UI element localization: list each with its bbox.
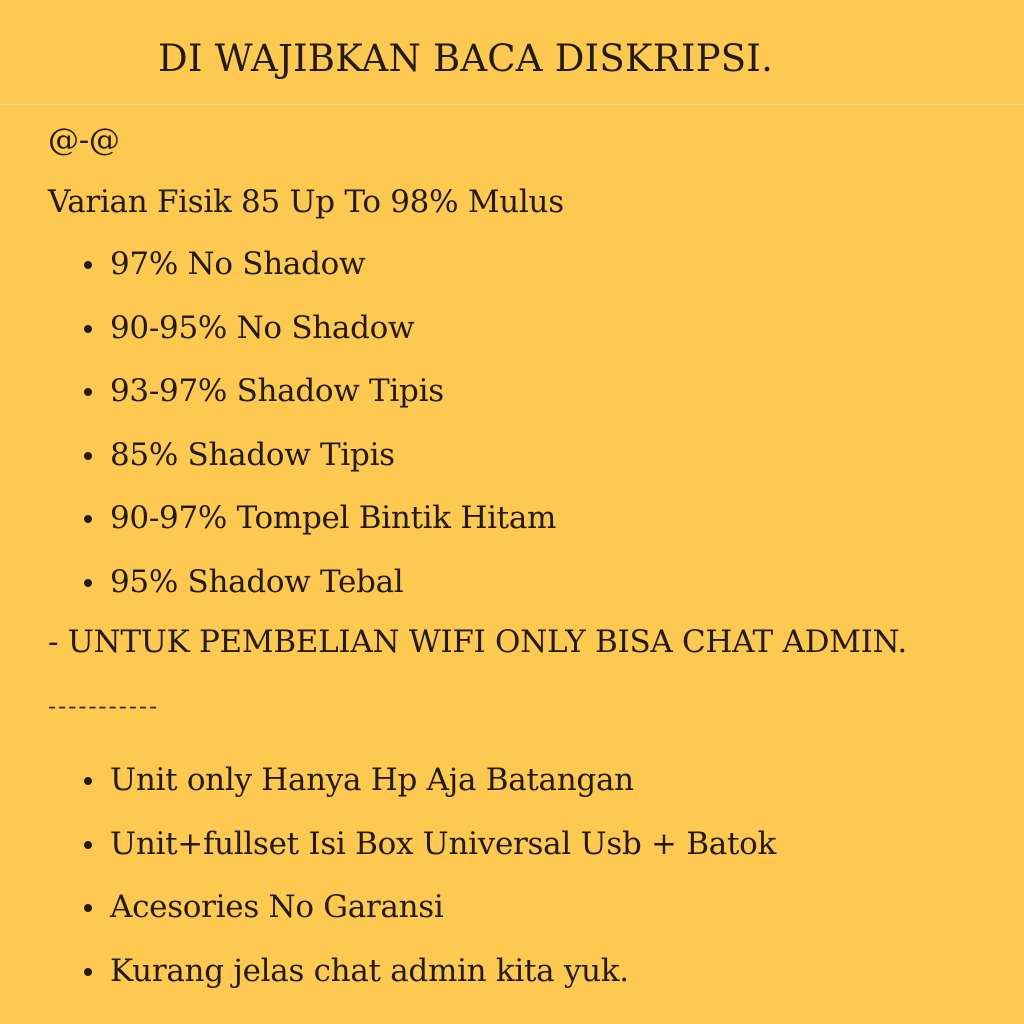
list-item-label: Unit+fullset Isi Box Universal Usb + Batok [110,825,776,862]
list-item-label: 90-95% No Shadow [110,309,415,346]
list-item [48,951,1008,991]
bullet-icon [84,841,92,849]
list-item-label: 97% No Shadow [110,246,366,282]
list-item [48,308,1008,348]
list-item-label: 93-97% Shadow Tipis [110,373,444,409]
wifi-only-notice: - UNTUK PEMBELIAN WIFI ONLY BISA CHAT ADMIN. [48,624,907,660]
bullet-icon [84,325,92,333]
bullet-icon [84,968,92,976]
list-item [48,760,1008,800]
variant-list [48,244,1008,602]
list-item [48,244,1008,284]
list-item-label: Acesories No Garansi [110,889,444,925]
header [0,0,1024,105]
list-item-label: 95% Shadow Tebal [110,563,404,600]
dashed-divider: ----------- [48,692,160,720]
list-item-label: 85% Shadow Tipis [110,436,395,473]
description-body [48,120,1008,1014]
bullet-icon [84,777,92,785]
bullet-icon [84,388,92,396]
bullet-icon [84,261,92,269]
bullet-icon [84,452,92,460]
list-item [48,824,1008,864]
list-item [48,435,1008,475]
bullet-icon [84,579,92,587]
bullet-icon [84,904,92,912]
list-item [48,371,1008,411]
page-title: DI WAJIBKAN BACA DISKRIPSI. [158,37,774,80]
list-item-label: Kurang jelas chat admin kita yuk. [110,952,629,989]
list-item [48,562,1008,602]
list-item-label: 90-97% Tompel Bintik Hitam [110,500,557,536]
list-item-label: Unit only Hanya Hp Aja Batangan [110,762,634,798]
bullet-icon [84,515,92,523]
list-item [48,887,1008,927]
list-item [48,498,1008,538]
handle-text: @-@ [48,122,120,158]
variant-intro: Varian Fisik 85 Up To 98% Mulus [48,184,564,220]
package-list [48,760,1008,991]
